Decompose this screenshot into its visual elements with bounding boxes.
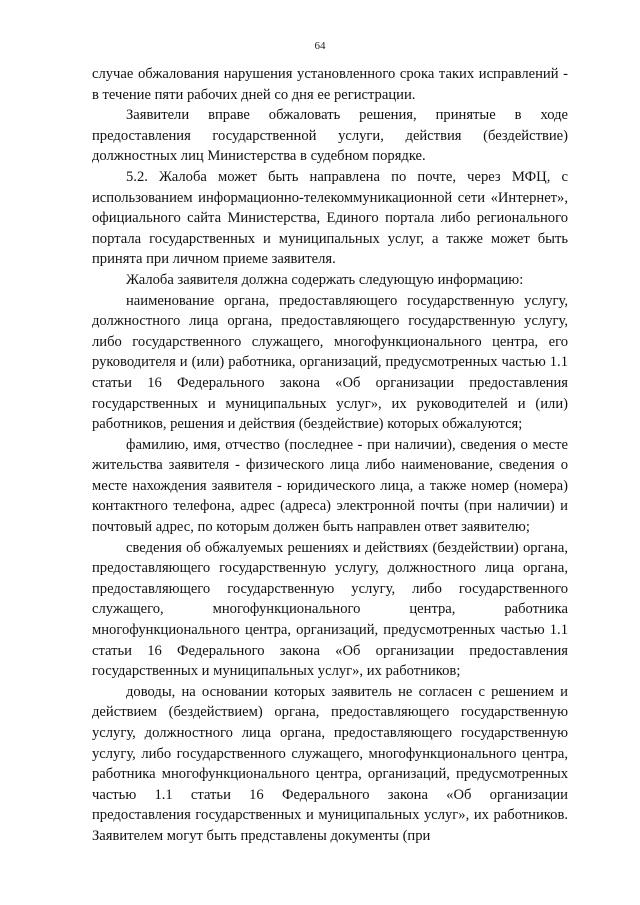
paragraph-7: сведения об обжалуемых решениях и действиях (бездействии) органа, предоставляющего государственную услугу, должностного лица органа, предоставляющего государственную услугу, либо государственного служащего, многофункционального центра, работника многофункционального центра, организаций, предусмотренных частью 1.1 статьи 16 Федерального закона «Об организации предоставления государственных и муниципальных услуг», их работников; bbox=[92, 539, 568, 680]
paragraph-3: 5.2. Жалоба может быть направлена по почте, через МФЦ, с использованием информационно-телекоммуникационной сети «Интернет», официального сайта Министерства, Единого портала либо регионального портала государственных и муниципальных услуг, а также может быть принята при личном приеме заявителя. bbox=[92, 168, 568, 268]
page-number: 64 bbox=[314, 40, 326, 52]
paragraph-8: доводы, на основании которых заявитель не согласен с решением и действием (бездействием) органа, предоставляющего государственную услугу, должностного лица органа, предоставляющего государственную услугу, либо государственного служащего, многофункционального центра, работника многофункционального центра, организаций, предусмотренных частью 1.1 статьи 16 Федерального закона «Об организации предоставления государственных и муниципальных услуг», их работников. Заявителем могут быть представлены документы (при bbox=[92, 683, 568, 844]
paragraph-6: фамилию, имя, отчество (последнее - при наличии), сведения о месте жительства заявителя - физического лица либо наименование, сведения о месте нахождения заявителя - юридического лица, а также номер (номера) контактного телефона, адрес (адреса) электронной почты (при наличии) и почтовый адрес, по которым должен быть направлен ответ заявителю; bbox=[92, 436, 568, 536]
paragraph-2: Заявители вправе обжаловать решения, принятые в ходе предоставления государственной услуги, действия (бездействие) должностных лиц Министерства в судебном порядке. bbox=[92, 107, 568, 165]
paragraph-4: Жалоба заявителя должна содержать следующую информацию: bbox=[126, 271, 524, 288]
paragraph-5: наименование органа, предоставляющего государственную услугу, должностного лица органа, предоставляющего государственную услугу, либо государственного служащего, многофункционального центра, его руководителя и (или) работника, организаций, предусмотренных частью 1.1 статьи 16 Федерального закона «Об организации предоставления государственных и муниципальных услуг», их руководителей и (или) работников, решения и действия (бездействие) которых обжалуются; bbox=[92, 292, 568, 433]
document-body bbox=[92, 64, 568, 847]
paragraph-1: случае обжалования нарушения установленного срока таких исправлений - в течение пяти рабочих дней со дня ее регистрации. bbox=[92, 66, 568, 103]
